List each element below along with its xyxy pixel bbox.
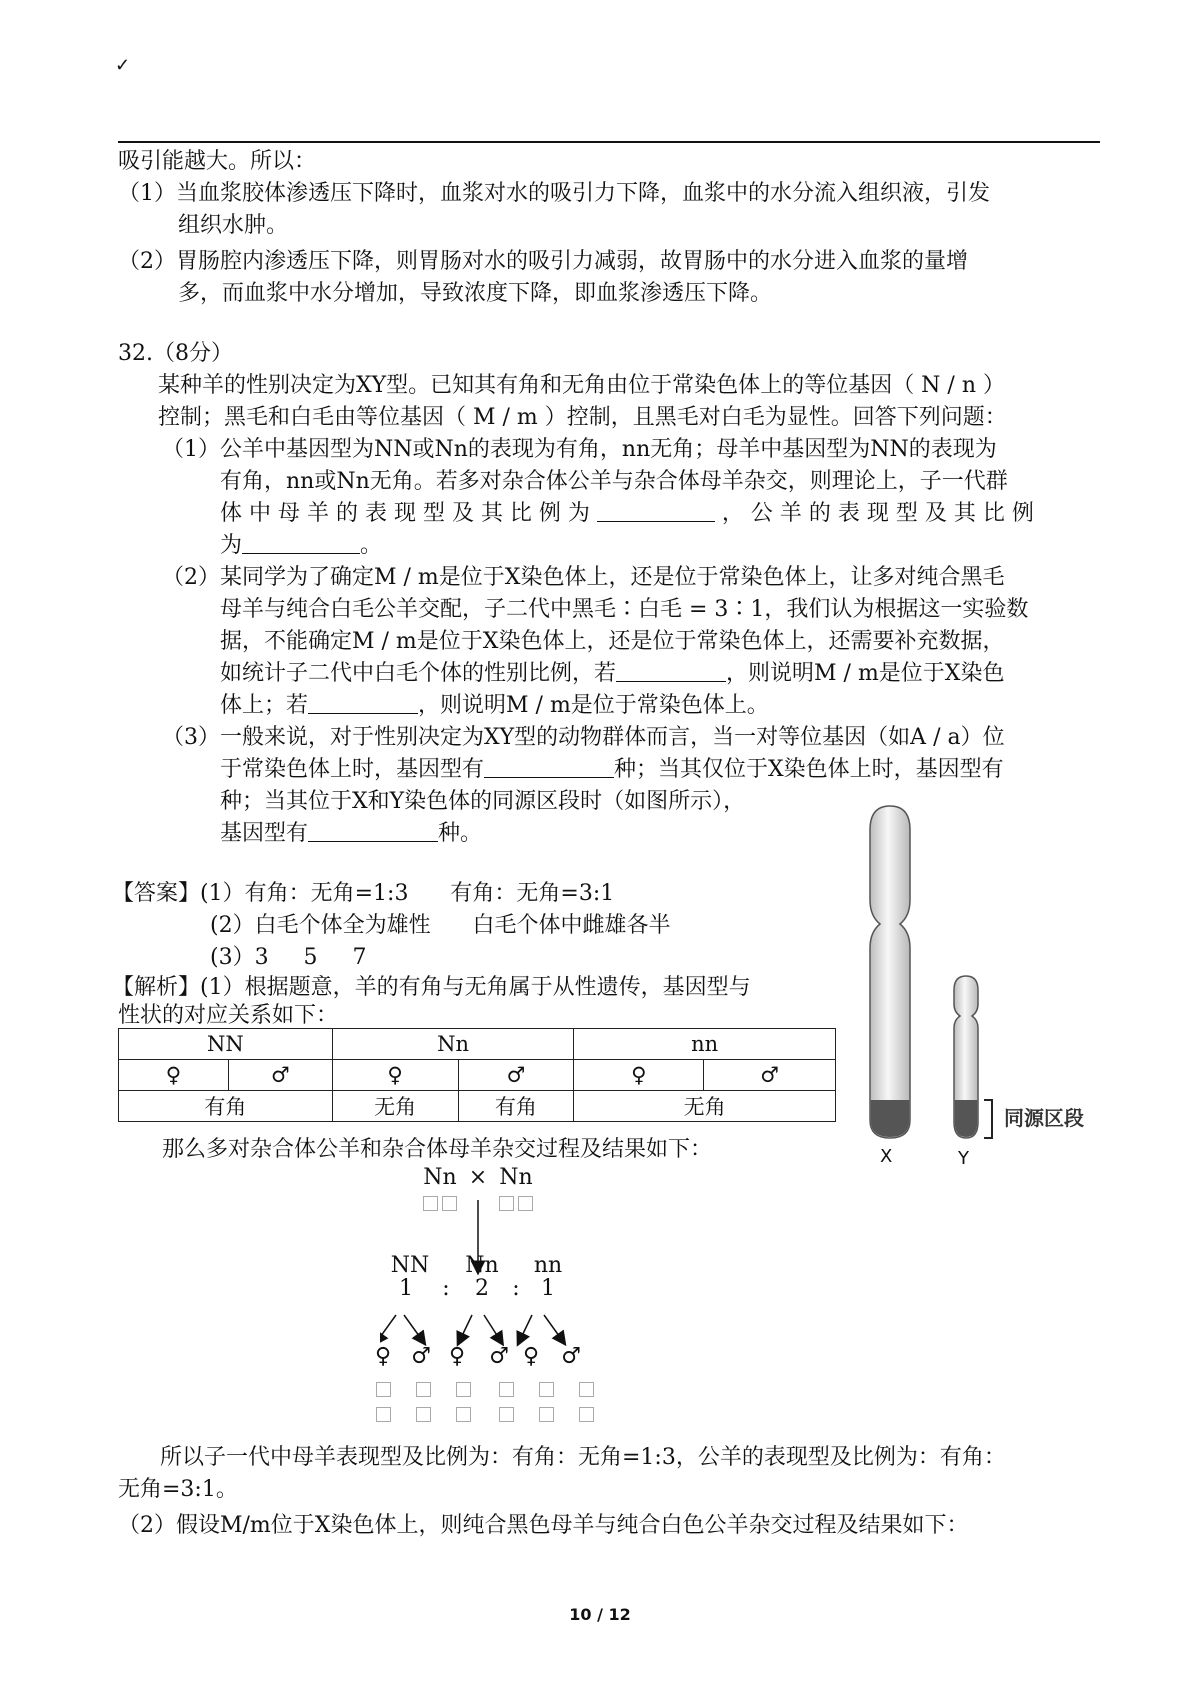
y-homologous-region (955, 1100, 977, 1137)
cross-symbol: × (468, 1165, 488, 1190)
male-symbol-icon: ♂ (411, 1344, 431, 1369)
answer-blank (616, 659, 726, 682)
analysis-line: 无角=3:1。 (118, 1477, 238, 1502)
question-text: 于常染色体上时，基因型有 种；当其仅位于X染色体上时，基因型有 (220, 757, 1004, 782)
homologous-region-label: 同源区段 (1004, 1106, 1084, 1130)
table-cell: Nn (332, 1029, 574, 1060)
analysis-line: 【解析】(1）根据题意，羊的有角与无角属于从性遗传，基因型与 (112, 975, 751, 1000)
table-cell: NN (119, 1029, 333, 1060)
table-cell: ♂ (458, 1060, 574, 1091)
male-symbol-icon: ♂ (561, 1344, 581, 1369)
x-chromosome (870, 806, 910, 1138)
header-rule (118, 141, 1100, 143)
text-line: 多，而血浆中水分增加，导致浓度下降，即血浆渗透压下降。 (178, 281, 773, 306)
offspring-genotype: NN (390, 1253, 430, 1278)
check-mark-icon: ✓ (115, 55, 131, 76)
analysis-line: 所以子一代中母羊表现型及比例为：有角：无角=1:3，公羊的表现型及比例为：有角： (160, 1445, 1006, 1470)
page-number: 10 / 12 (569, 1605, 631, 1624)
placeholder-glyphs (374, 1378, 594, 1403)
question-text: 据，不能确定M / m是位于X染色体上，还是位于常染色体上，还需要补充数据， (220, 629, 1005, 654)
female-symbol-icon: ♀ (522, 1344, 540, 1369)
parent-genotype: Nn (499, 1165, 533, 1190)
x-label: X (880, 1146, 893, 1167)
region-bracket (984, 1100, 992, 1138)
answer-blank (597, 499, 715, 522)
offspring-genotype: Nn (465, 1253, 499, 1278)
table-cell: 有角 (119, 1091, 333, 1122)
ratio-colon: : (442, 1276, 450, 1301)
y-label: Y (958, 1148, 969, 1169)
answer-blank (484, 755, 614, 778)
ratio-value: 1 (399, 1276, 413, 1301)
table-cell: nn (574, 1029, 836, 1060)
text-line: 组织水肿。 (178, 213, 289, 238)
question-text: 有角，nn或Nn无角。若多对杂合体公羊与杂合体母羊杂交，则理论上，子一代群 (220, 469, 1008, 494)
table-row (119, 1060, 836, 1091)
table-cell: ♀ (574, 1060, 704, 1091)
question-text: （3）一般来说，对于性别决定为XY型的动物群体而言，当一对等位基因（如A / a）位 (162, 725, 1005, 750)
placeholder-glyphs (374, 1403, 594, 1428)
answer-blank (242, 531, 360, 554)
answer-line: (2）白毛个体全为雄性 白毛个体中雌雄各半 (210, 913, 671, 938)
ratio-value: 1 (541, 1276, 555, 1301)
table-cell: ♂ (228, 1060, 332, 1091)
question-text: 某种羊的性别决定为XY型。已知其有角和无角由位于常染色体上的等位基因（ N / n ） (158, 373, 1005, 398)
ratio-colon: : (512, 1276, 520, 1301)
ratio-value: 2 (475, 1276, 489, 1301)
answer-line: 【答案】(1）有角：无角=1:3 有角：无角=3:1 (112, 881, 615, 906)
parent-genotype: Nn (423, 1165, 457, 1190)
answer-blank (308, 819, 438, 842)
male-symbol-icon: ♂ (489, 1344, 509, 1369)
table-cell: 无角 (332, 1091, 458, 1122)
answer-tag: 【答案】 (112, 881, 201, 906)
question-text: （1）公羊中基因型为NN或Nn的表现为有角，nn无角；母羊中基因型为NN的表现为 (162, 437, 997, 462)
analysis-tag: 【解析】 (112, 975, 201, 1000)
text-line: （1）当血浆胶体渗透压下降时，血浆对水的吸引力下降，血浆中的水分流入组织液，引发 (118, 181, 991, 206)
analysis-line: （2）假设M/m位于X染色体上，则纯合黑色母羊与纯合白色公羊杂交过程及结果如下： (118, 1513, 969, 1538)
question-text: 基因型有 种。 (220, 821, 483, 846)
question-text: 体 中 母 羊 的 表 现 型 及 其 比 例 为 ， 公 羊 的 表 现 型 及 其 比 例 (220, 501, 1034, 526)
analysis-line: 那么多对杂合体公羊和杂合体母羊杂交过程及结果如下： (162, 1137, 713, 1162)
genotype-table (118, 1028, 836, 1122)
question-text: 种；当其位于X和Y染色体的同源区段时（如图所示）， (220, 789, 746, 814)
table-cell: ♀ (119, 1060, 229, 1091)
table-cell: ♀ (332, 1060, 458, 1091)
table-cell: 有角 (458, 1091, 574, 1122)
question-text: 体上；若 ，则说明M / m是位于常染色体上。 (220, 693, 769, 718)
question-text: （2）某同学为了确定M / m是位于X染色体上，还是位于常染色体上，让多对纯合黑毛 (162, 565, 1005, 590)
table-cell: ♂ (704, 1060, 836, 1091)
answer-blank (308, 691, 418, 714)
table-row (119, 1029, 836, 1060)
analysis-line: 性状的对应关系如下： (118, 1003, 339, 1028)
offspring-genotype: nn (533, 1253, 563, 1278)
question-text: 为 。 (220, 533, 383, 558)
table-row (119, 1091, 836, 1122)
question-text: 母羊与纯合白毛公羊交配，子二代中黑毛∶白毛 = 3∶1，我们认为根据这一实验数 (220, 597, 1029, 622)
answer-line: (3）3 5 7 (210, 945, 367, 970)
female-symbol-icon: ♀ (374, 1344, 392, 1369)
text-line: （2）胃肠腔内渗透压下降，则胃肠对水的吸引力减弱，故胃肠中的水分进入血浆的量增 (118, 249, 968, 274)
question-number: 32.（8分） (118, 341, 233, 366)
female-symbol-icon: ♀ (448, 1344, 466, 1369)
table-cell: 无角 (574, 1091, 836, 1122)
question-text: 如统计子二代中白毛个体的性别比例，若 ，则说明M / m是位于X染色 (220, 661, 1005, 686)
text-line: 吸引能越大。所以： (118, 149, 317, 174)
x-homologous-region (871, 1100, 909, 1137)
question-text: 控制；黑毛和白毛由等位基因（ M / m ）控制，且黑毛对白毛为显性。回答下列问题： (158, 405, 1007, 430)
